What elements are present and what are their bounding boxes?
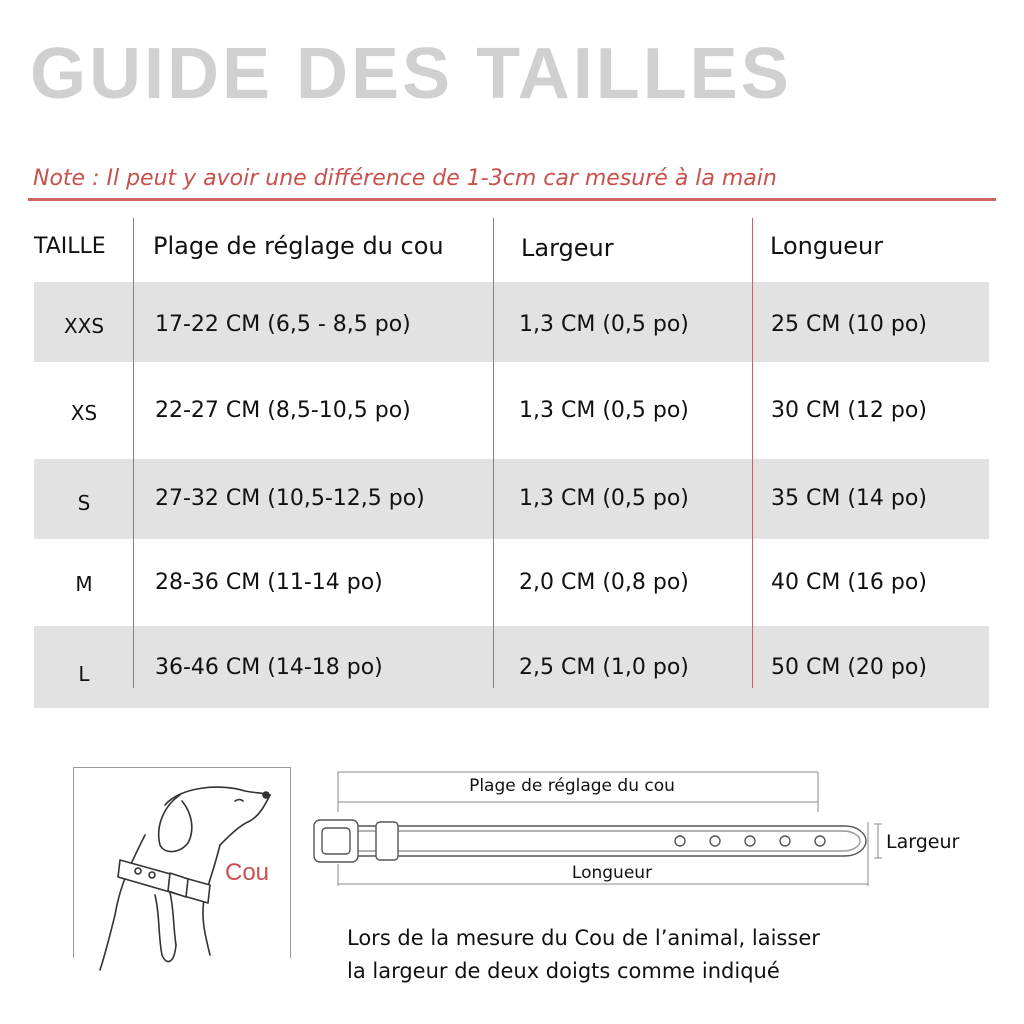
size-table <box>34 218 989 708</box>
cell-width: 2,0 CM (0,8 po) <box>519 570 689 595</box>
length-label: Longueur <box>571 863 653 883</box>
cell-length: 25 CM (10 po) <box>771 312 927 337</box>
cell-length: 30 CM (12 po) <box>771 398 927 423</box>
cell-width: 1,3 CM (0,5 po) <box>519 486 689 511</box>
neck-range-label: Plage de réglage du cou <box>469 776 675 796</box>
header-size: TAILLE <box>34 234 106 259</box>
measurement-instructions <box>347 922 820 988</box>
cell-length: 50 CM (20 po) <box>771 655 927 680</box>
neck-label: Cou <box>225 859 270 886</box>
instruction-line: la largeur de deux doigts comme indiqué <box>347 959 780 983</box>
page-title: GUIDE DES TAILLES <box>30 34 792 114</box>
collar-diagram <box>300 760 1000 900</box>
width-label: Largeur <box>886 831 960 853</box>
header-width: Largeur <box>521 234 614 262</box>
cell-neck-range: 17-22 CM (6,5 - 8,5 po) <box>155 312 411 337</box>
cell-length: 35 CM (14 po) <box>771 486 927 511</box>
cell-neck-range: 28-36 CM (11-14 po) <box>155 570 383 595</box>
cell-size: M <box>75 572 93 596</box>
measurement-note: Note : Il peut y avoir une différence de 1-3cm car mesuré à la main <box>33 166 777 191</box>
cell-width: 1,3 CM (0,5 po) <box>519 312 689 337</box>
cell-neck-range: 36-46 CM (14-18 po) <box>155 655 383 680</box>
cell-length: 40 CM (16 po) <box>771 570 927 595</box>
cell-size: XS <box>70 401 98 425</box>
header-length: Longueur <box>770 232 884 260</box>
column-divider-2 <box>493 218 494 688</box>
cell-size: XXS <box>63 314 105 338</box>
column-divider-1 <box>133 218 134 688</box>
dog-illustration <box>70 765 300 985</box>
cell-width: 2,5 CM (1,0 po) <box>519 655 689 680</box>
cell-size: L <box>78 662 90 686</box>
column-divider-3 <box>752 218 753 688</box>
note-underline <box>28 198 996 201</box>
header-neck-range: Plage de réglage du cou <box>153 232 444 260</box>
cell-size: S <box>77 491 91 515</box>
cell-width: 1,3 CM (0,5 po) <box>519 398 689 423</box>
cell-neck-range: 22-27 CM (8,5-10,5 po) <box>155 398 411 423</box>
instruction-line: Lors de la mesure du Cou de l’animal, laisser <box>347 926 820 950</box>
cell-neck-range: 27-32 CM (10,5-12,5 po) <box>155 486 425 511</box>
